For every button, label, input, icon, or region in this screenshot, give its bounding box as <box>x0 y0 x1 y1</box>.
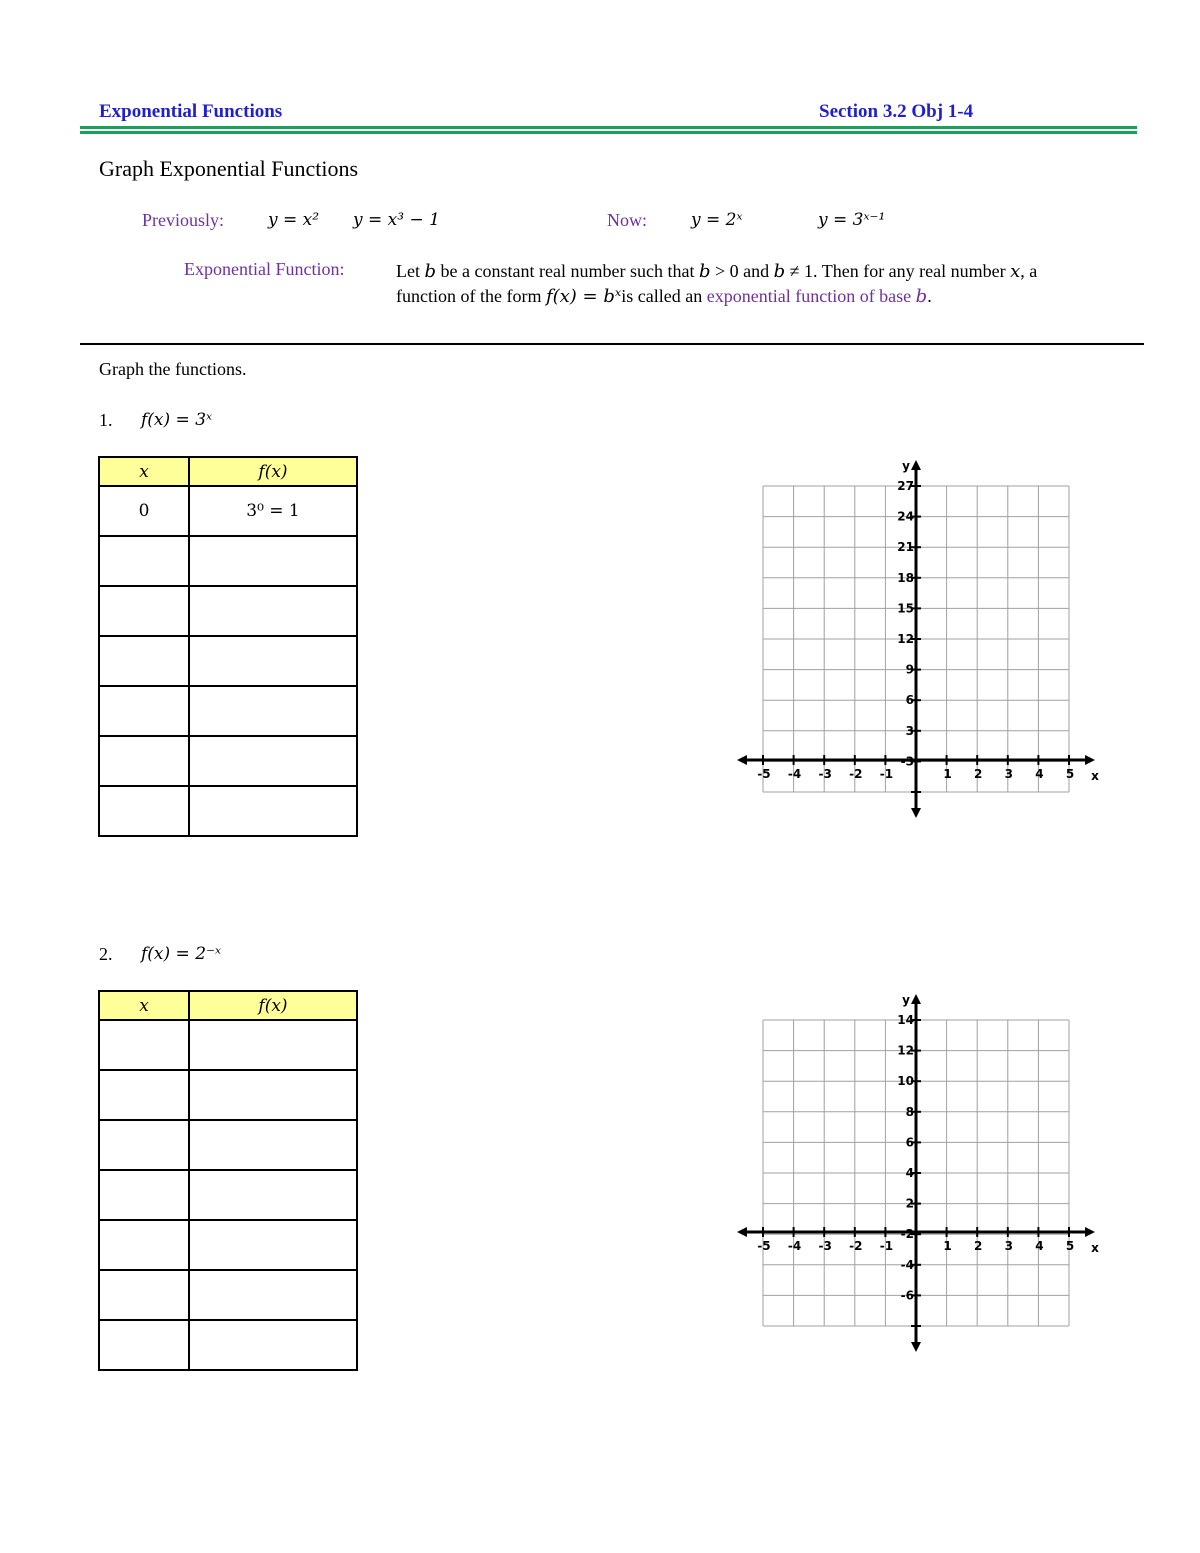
y-axis-arrow-up <box>911 994 921 1004</box>
table-cell-x[interactable] <box>99 1170 189 1220</box>
table-cell-fx[interactable] <box>189 1020 357 1070</box>
table-cell-fx[interactable] <box>189 1270 357 1320</box>
table-cell-x[interactable] <box>99 1220 189 1270</box>
previously-eq-1: y = x² <box>268 210 320 230</box>
y-tick-label: 21 <box>897 540 914 555</box>
section-label: Section 3.2 Obj 1-4 <box>819 101 974 122</box>
y-tick-label: 14 <box>897 1013 914 1027</box>
table-cell-fx[interactable] <box>189 536 357 586</box>
y-axis-label: y <box>902 993 910 1007</box>
table-cell-fx[interactable] <box>189 786 357 836</box>
table-cell-fx[interactable] <box>189 586 357 636</box>
y-tick-label: -3 <box>900 754 914 769</box>
worksheet-title: Exponential Functions <box>99 101 283 122</box>
table-cell-fx[interactable] <box>189 1170 357 1220</box>
x-axis-arrow-right <box>1085 1227 1095 1237</box>
x-tick-label: 4 <box>1035 1239 1044 1253</box>
x-tick-label: 1 <box>943 1239 952 1253</box>
x-tick-label: -3 <box>818 1239 832 1253</box>
table-cell-fx[interactable]: 3⁰ = 1 <box>189 486 357 536</box>
y-tick-label: 6 <box>905 693 914 708</box>
x-tick-label: -5 <box>757 767 771 781</box>
problem-2-value-table <box>98 990 358 1371</box>
table-cell-x[interactable] <box>99 636 189 686</box>
x-axis-arrow-right <box>1085 755 1095 765</box>
problem-2-number: 2. <box>99 944 113 964</box>
y-tick-label: 4 <box>905 1166 914 1180</box>
table-header-fx: f(x) <box>189 991 357 1020</box>
previously-eq-2: y = x³ − 1 <box>353 210 440 230</box>
y-tick-label: 10 <box>897 1074 914 1089</box>
header-rule-bottom <box>80 131 1137 134</box>
y-tick-label: -6 <box>900 1288 914 1303</box>
x-axis-label: x <box>1091 769 1099 783</box>
problem-1-number: 1. <box>99 410 113 430</box>
problem-2-function: f(x) = 2⁻ˣ <box>141 944 222 964</box>
x-tick-label: 1 <box>943 767 952 781</box>
x-tick-label: -5 <box>757 1239 771 1253</box>
problem-1-value-table <box>98 456 358 837</box>
table-cell-x[interactable] <box>99 686 189 736</box>
y-tick-label: 2 <box>905 1196 914 1211</box>
y-tick-label: 24 <box>897 509 914 524</box>
now-eq-2: y = 3ˣ⁻¹ <box>818 210 886 230</box>
table-cell-fx[interactable] <box>189 736 357 786</box>
header-rule-top <box>80 126 1137 129</box>
page-heading: Graph Exponential Functions <box>99 156 359 181</box>
table-cell-x[interactable] <box>99 1070 189 1120</box>
table-cell-x[interactable] <box>99 586 189 636</box>
y-axis-label: y <box>902 459 910 473</box>
y-tick-label: 6 <box>905 1135 914 1150</box>
table-cell-x[interactable] <box>99 1120 189 1170</box>
table-header-x: x <box>99 457 189 486</box>
x-axis-arrow-left <box>737 1227 747 1237</box>
x-axis-arrow-left <box>737 755 747 765</box>
y-axis-arrow-down <box>911 808 921 818</box>
y-tick-label: 12 <box>897 1043 914 1058</box>
table-header-x: x <box>99 991 189 1020</box>
x-tick-label: -2 <box>849 767 863 781</box>
table-cell-fx[interactable] <box>189 1320 357 1370</box>
y-tick-label: 18 <box>897 570 914 585</box>
table-cell-fx[interactable] <box>189 636 357 686</box>
table-cell-x[interactable] <box>99 786 189 836</box>
instructions: Graph the functions. <box>99 359 247 379</box>
y-tick-label: 9 <box>905 662 914 677</box>
table-cell-x[interactable] <box>99 536 189 586</box>
table-cell-fx[interactable] <box>189 1220 357 1270</box>
table-cell-fx[interactable] <box>189 686 357 736</box>
table-cell-x[interactable] <box>99 1320 189 1370</box>
problem-1-function: f(x) = 3ˣ <box>141 410 213 430</box>
now-eq-1: y = 2ˣ <box>691 210 743 230</box>
y-axis-arrow-up <box>911 460 921 470</box>
x-tick-label: 3 <box>1004 1239 1013 1253</box>
x-tick-label: 3 <box>1004 767 1013 781</box>
y-tick-label: -4 <box>900 1257 914 1272</box>
x-tick-label: -3 <box>818 767 832 781</box>
y-tick-label: 27 <box>897 479 914 493</box>
table-cell-x[interactable] <box>99 1020 189 1070</box>
table-cell-x[interactable] <box>99 736 189 786</box>
definition-text: Let b be a constant real number such that b > 0 and b ≠ 1. Then for any real number x, a function of the form f(x) = bˣis called an exponential function of base b. <box>396 261 1038 307</box>
x-tick-label: -4 <box>787 767 802 781</box>
table-cell-x[interactable] <box>99 1270 189 1320</box>
table-cell-fx[interactable] <box>189 1120 357 1170</box>
x-axis-label: x <box>1091 1241 1099 1255</box>
x-tick-label: -2 <box>849 1239 863 1253</box>
x-tick-label: -1 <box>879 767 894 781</box>
definition-label: Exponential Function: <box>184 259 345 279</box>
x-tick-label: 5 <box>1065 767 1075 781</box>
x-tick-label: 2 <box>974 767 983 781</box>
y-tick-label: -2 <box>900 1227 914 1242</box>
y-tick-label: 3 <box>905 723 914 738</box>
x-tick-label: 4 <box>1035 767 1044 781</box>
section-divider <box>80 343 1144 345</box>
problem-2-coordinate-grid[interactable] <box>730 984 1110 1354</box>
x-tick-label: -4 <box>787 1239 802 1253</box>
previously-label: Previously: <box>142 210 225 230</box>
y-tick-label: 15 <box>897 601 914 616</box>
x-tick-label: 5 <box>1065 1239 1075 1253</box>
x-tick-label: 2 <box>974 1239 983 1253</box>
now-label: Now: <box>607 210 647 230</box>
y-tick-label: 12 <box>897 632 914 646</box>
problem-1-coordinate-grid[interactable] <box>730 450 1110 820</box>
table-cell-x[interactable]: 0 <box>99 486 189 536</box>
table-header-fx: f(x) <box>189 457 357 486</box>
x-tick-label: -1 <box>879 1239 894 1253</box>
y-tick-label: 8 <box>905 1104 914 1119</box>
y-axis-arrow-down <box>911 1342 921 1352</box>
table-cell-fx[interactable] <box>189 1070 357 1120</box>
